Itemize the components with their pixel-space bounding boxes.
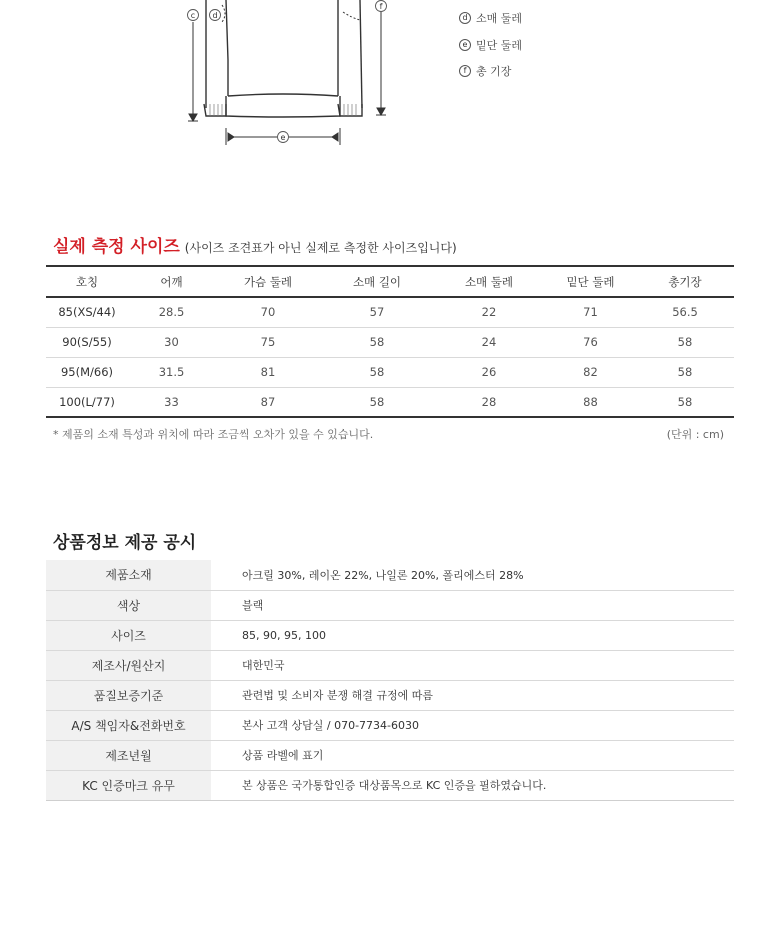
- size-label-cell: 100(L/77): [46, 387, 128, 417]
- info-key: 제조사/원산지: [46, 650, 211, 680]
- table-row: [46, 327, 734, 357]
- unit-label: (단위 : cm): [666, 428, 724, 441]
- info-value: 85, 90, 95, 100: [211, 620, 734, 650]
- value-cell: 30: [128, 327, 215, 357]
- value-cell: 22: [433, 297, 545, 327]
- size-title-subtitle: (사이즈 조견표가 아닌 실제로 측정한 사이즈입니다): [184, 241, 457, 255]
- value-cell: 28: [433, 387, 545, 417]
- legend-label: 밑단 둘레: [476, 38, 523, 52]
- table-row: [46, 710, 734, 740]
- table-row: [46, 650, 734, 680]
- legend-mark: f: [459, 65, 471, 77]
- table-row: [46, 620, 734, 650]
- header-cell: 가슴 둘레: [215, 266, 321, 297]
- size-label-cell: 90(S/55): [46, 327, 128, 357]
- table-row: [46, 770, 734, 800]
- garment-sketch: [0, 0, 780, 160]
- legend-mark: d: [459, 12, 471, 24]
- legend-item: [459, 58, 522, 85]
- table-row: [46, 740, 734, 770]
- info-key: A/S 책임자&전화번호: [46, 710, 211, 740]
- value-cell: 31.5: [128, 357, 215, 387]
- value-cell: 58: [636, 357, 734, 387]
- measurement-note: * 제품의 소재 특성과 위치에 따라 조금씩 오차가 있을 수 있습니다.: [53, 428, 374, 441]
- legend-label: 소매 둘레: [476, 12, 523, 26]
- value-cell: 28.5: [128, 297, 215, 327]
- value-cell: 76: [545, 327, 636, 357]
- marker-e-label: e: [280, 133, 286, 142]
- value-cell: 88: [545, 387, 636, 417]
- size-table: [46, 265, 734, 418]
- measurement-legend: [459, 5, 522, 85]
- value-cell: 81: [215, 357, 321, 387]
- info-key: 제품소재: [46, 560, 211, 590]
- size-label-cell: 95(M/66): [46, 357, 128, 387]
- value-cell: 71: [545, 297, 636, 327]
- header-cell: 호칭: [46, 266, 128, 297]
- table-row: [46, 297, 734, 327]
- marker-c-label: c: [190, 11, 196, 20]
- value-cell: 26: [433, 357, 545, 387]
- header-cell: 소매 둘레: [433, 266, 545, 297]
- info-value: 대한민국: [211, 650, 734, 680]
- info-key: 사이즈: [46, 620, 211, 650]
- header-cell: 어깨: [128, 266, 215, 297]
- table-row: [46, 387, 734, 417]
- info-key: 색상: [46, 590, 211, 620]
- value-cell: 75: [215, 327, 321, 357]
- value-cell: 57: [321, 297, 433, 327]
- value-cell: 58: [321, 387, 433, 417]
- legend-item: [459, 5, 522, 32]
- marker-d-label: d: [212, 11, 218, 20]
- value-cell: 24: [433, 327, 545, 357]
- value-cell: 87: [215, 387, 321, 417]
- value-cell: 82: [545, 357, 636, 387]
- info-value: 관련법 및 소비자 분쟁 해결 규정에 따름: [211, 680, 734, 710]
- info-value: 본 상품은 국가통합인증 대상품목으로 KC 인증을 필하였습니다.: [211, 770, 734, 800]
- size-title-main: 실제 측정 사이즈: [53, 237, 180, 257]
- table-row: [46, 560, 734, 590]
- info-section-title: 상품정보 제공 공시: [53, 533, 197, 553]
- info-key: 제조년월: [46, 740, 211, 770]
- info-value: 블랙: [211, 590, 734, 620]
- table-row: [46, 590, 734, 620]
- value-cell: 33: [128, 387, 215, 417]
- header-cell: 총기장: [636, 266, 734, 297]
- value-cell: 58: [636, 327, 734, 357]
- size-section-title: [53, 232, 457, 257]
- info-value: 상품 라벨에 표기: [211, 740, 734, 770]
- info-value: 아크릴 30%, 레이온 22%, 나일론 20%, 폴리에스터 28%: [211, 560, 734, 590]
- header-cell: 밑단 둘레: [545, 266, 636, 297]
- table-row: [46, 680, 734, 710]
- legend-label: 총 기장: [476, 65, 512, 79]
- info-value: 본사 고객 상담실 / 070-7734-6030: [211, 710, 734, 740]
- size-label-cell: 85(XS/44): [46, 297, 128, 327]
- size-table-header-row: [46, 266, 734, 297]
- info-key: KC 인증마크 유무: [46, 770, 211, 800]
- table-row: [46, 357, 734, 387]
- value-cell: 58: [321, 327, 433, 357]
- value-cell: 58: [636, 387, 734, 417]
- product-info-table: [46, 560, 734, 801]
- value-cell: 58: [321, 357, 433, 387]
- value-cell: 56.5: [636, 297, 734, 327]
- legend-item: [459, 32, 522, 59]
- info-key: 품질보증기준: [46, 680, 211, 710]
- marker-f-label: f: [379, 2, 383, 11]
- value-cell: 70: [215, 297, 321, 327]
- legend-mark: e: [459, 39, 471, 51]
- measurement-diagram: [0, 0, 780, 160]
- header-cell: 소매 길이: [321, 266, 433, 297]
